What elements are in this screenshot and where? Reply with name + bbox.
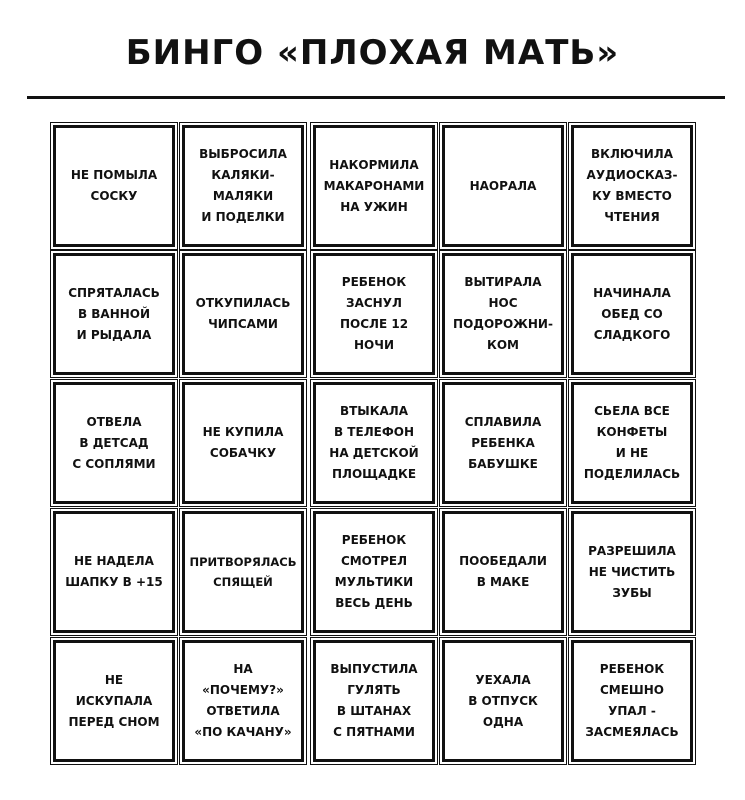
bingo-cell-text: РЕБЕНОК ЗАСНУЛ ПОСЛЕ 12 НОЧИ: [339, 275, 409, 352]
bingo-cell: [442, 125, 564, 247]
bingo-cell: [442, 640, 564, 762]
bingo-cell: [53, 640, 175, 762]
bingo-cell: [182, 640, 304, 762]
bingo-cell-text: ВЫТИРАЛА НОС ПОДОРОЖНИ- КОМ: [453, 275, 553, 352]
bingo-cell: [442, 253, 564, 375]
bingo-cell-text: УЕХАЛА В ОТПУСК ОДНА: [468, 672, 538, 729]
bingo-cell-text: ОТВЕЛА В ДЕТСАД С СОПЛЯМИ: [72, 414, 156, 471]
bingo-cell-text: НЕ ПОМЫЛА СОСКУ: [70, 168, 158, 203]
bingo-cell-text: ВКЛЮЧИЛА АУДИОСКАЗ- КУ ВМЕСТО ЧТЕНИЯ: [586, 147, 678, 224]
bingo-cell: [571, 382, 693, 504]
bingo-cell: [442, 382, 564, 504]
bingo-cell-text: НАОРАЛА: [469, 178, 537, 193]
bingo-cell-text: РЕБЕНОК СМОТРЕЛ МУЛЬТИКИ ВЕСЬ ДЕНЬ: [334, 533, 414, 610]
bingo-cell: [313, 125, 435, 247]
bingo-cell-text: ПРИТВОРЯЛАСЬ СПЯЩЕЙ: [189, 555, 297, 589]
bingo-cell: [313, 640, 435, 762]
bingo-cell-text: ВТЫКАЛА В ТЕЛЕФОН НА ДЕТСКОЙ ПЛОЩАДКЕ: [329, 404, 419, 481]
bingo-cell-text: СЬЕЛА ВСЕ КОНФЕТЫ И НЕ ПОДЕЛИЛАСЬ: [583, 404, 681, 481]
bingo-cell-text: РЕБЕНОК СМЕШНО УПАЛ - ЗАСМЕЯЛАСЬ: [585, 662, 679, 739]
bingo-cell: [53, 253, 175, 375]
title-divider: [27, 96, 725, 99]
bingo-cell-text: ВЫПУСТИЛА ГУЛЯТЬ В ШТАНАХ С ПЯТНАМИ: [330, 662, 418, 739]
bingo-cell-text: НЕ КУПИЛА СОБАЧКУ: [202, 425, 284, 460]
bingo-cell: [53, 382, 175, 504]
bingo-cell-text: НЕ НАДЕЛА ШАПКУ В +15: [65, 554, 163, 589]
bingo-cell-text: НАКОРМИЛА МАКАРОНАМИ НА УЖИН: [323, 157, 425, 214]
bingo-cell: [182, 253, 304, 375]
bingo-cell-text: ВЫБРОСИЛА КАЛЯКИ- МАЛЯКИ И ПОДЕЛКИ: [199, 147, 287, 224]
bingo-cell: [571, 253, 693, 375]
bingo-cell-text: НЕ ИСКУПАЛА ПЕРЕД СНОМ: [68, 672, 160, 729]
bingo-cell-text: НА «ПОЧЕМУ?» ОТВЕТИЛА «ПО КАЧАНУ»: [194, 662, 292, 739]
bingo-cell: [313, 382, 435, 504]
bingo-cell: [53, 511, 175, 633]
bingo-cell-text: ОТКУПИЛАСЬ ЧИПСАМИ: [195, 296, 291, 331]
bingo-cell-text: СПРЯТАЛАСЬ В ВАННОЙ И РЫДАЛА: [68, 285, 160, 342]
bingo-cell-text: РАЗРЕШИЛА НЕ ЧИСТИТЬ ЗУБЫ: [588, 543, 676, 600]
page-title: БИНГО «ПЛОХАЯ МАТЬ»: [125, 33, 620, 73]
bingo-cell: [571, 511, 693, 633]
bingo-cell-text: ПООБЕДАЛИ В МАКЕ: [459, 554, 547, 589]
bingo-cell: [313, 253, 435, 375]
bingo-cell: [313, 511, 435, 633]
bingo-cell: [571, 640, 693, 762]
bingo-cell: [571, 125, 693, 247]
bingo-cell: [182, 382, 304, 504]
bingo-cell: [442, 511, 564, 633]
bingo-cell: [182, 511, 304, 633]
bingo-cell-text: НАЧИНАЛА ОБЕД СО СЛАДКОГО: [593, 285, 671, 342]
bingo-cell: [53, 125, 175, 247]
bingo-cell: [182, 125, 304, 247]
bingo-cell-text: СПЛАВИЛА РЕБЕНКА БАБУШКЕ: [464, 414, 542, 471]
